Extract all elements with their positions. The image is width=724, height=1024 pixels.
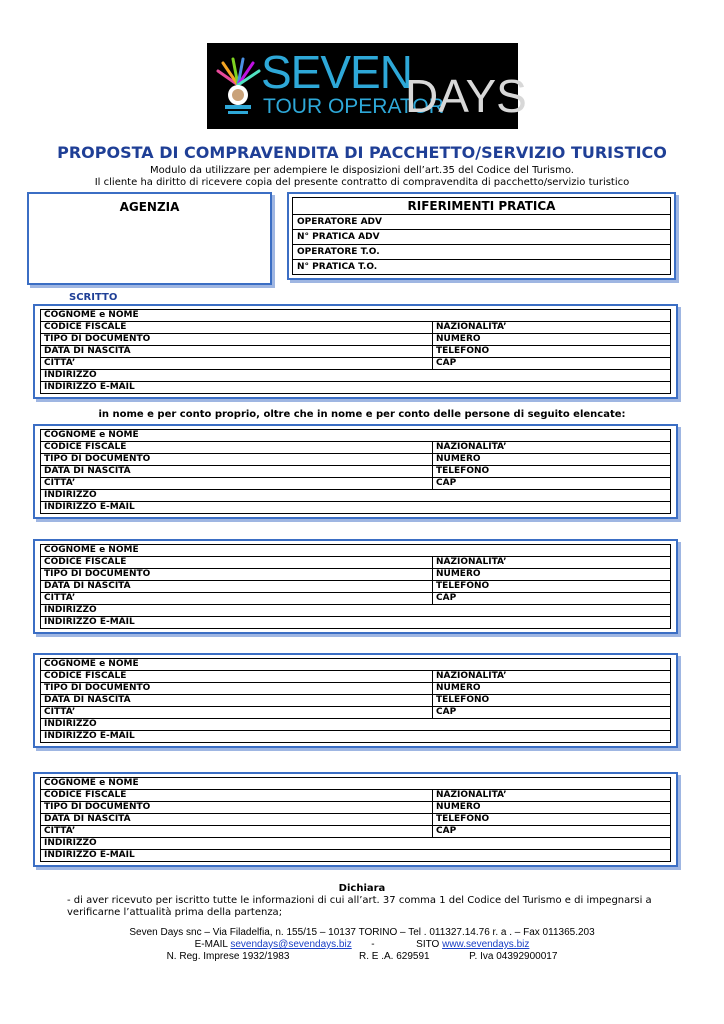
cognome-field[interactable]: COGNOME e NOME xyxy=(41,430,671,442)
dichiara-title: Dichiara xyxy=(338,883,386,894)
tipo-documento-field[interactable]: TIPO DI DOCUMENTO xyxy=(41,683,433,695)
codice-fiscale-field[interactable]: CODICE FISCALE xyxy=(41,671,433,683)
tipo-documento-field[interactable]: TIPO DI DOCUMENTO xyxy=(41,454,433,466)
numero-field[interactable]: NUMERO xyxy=(433,683,671,695)
footer-reg-imprese: N. Reg. Imprese 1932/1983 xyxy=(166,951,290,962)
tipo-documento-field[interactable]: TIPO DI DOCUMENTO xyxy=(41,569,433,581)
tipo-documento-field[interactable]: TIPO DI DOCUMENTO xyxy=(41,802,433,814)
citta-field[interactable]: CITTA’ xyxy=(41,358,433,370)
logo-tour-operator-text: TOUR OPERATOR xyxy=(263,95,444,118)
riferimenti-table xyxy=(292,197,671,275)
data-nascita-field[interactable]: DATA DI NASCITA xyxy=(41,581,433,593)
pratica-to-field[interactable]: N° PRATICA T.O. xyxy=(293,260,671,275)
numero-field[interactable]: NUMERO xyxy=(433,569,671,581)
numero-field[interactable]: NUMERO xyxy=(433,802,671,814)
citta-field[interactable]: CITTA’ xyxy=(41,593,433,605)
footer-email-label: E-MAIL xyxy=(194,939,228,950)
person-block-4 xyxy=(33,653,678,748)
telefono-field[interactable]: TELEFONO xyxy=(433,466,671,478)
tipo-documento-field[interactable]: TIPO DI DOCUMENTO xyxy=(41,334,433,346)
footer-address: Seven Days snc – Via Filadelfia, n. 155/15 – 10137 TORINO – Tel . 011327.14.76 r. a . – Fax 011365.203 xyxy=(129,927,595,938)
indirizzo-field[interactable]: INDIRIZZO xyxy=(41,490,671,502)
footer-rea: R. E .A. 629591 xyxy=(359,951,430,962)
person-block-1 xyxy=(33,304,678,399)
nazionalita-field[interactable]: NAZIONALITA’ xyxy=(433,671,671,683)
cap-field[interactable]: CAP xyxy=(433,593,671,605)
email-field[interactable]: INDIRIZZO E-MAIL xyxy=(41,731,671,743)
person-block-5 xyxy=(33,772,678,867)
numero-field[interactable]: NUMERO xyxy=(433,334,671,346)
nazionalita-field[interactable]: NAZIONALITA’ xyxy=(433,557,671,569)
data-nascita-field[interactable]: DATA DI NASCITA xyxy=(41,695,433,707)
data-nascita-field[interactable]: DATA DI NASCITA xyxy=(41,346,433,358)
palm-emblem-icon xyxy=(213,57,263,117)
page-title: PROPOSTA DI COMPRAVENDITA DI PACCHETTO/SERVIZIO TURISTICO xyxy=(57,143,667,162)
citta-field[interactable]: CITTA’ xyxy=(41,826,433,838)
footer-contacts xyxy=(0,939,724,951)
cognome-field[interactable]: COGNOME e NOME xyxy=(41,545,671,557)
subtitle-line-1: Modulo da utilizzare per adempiere le disposizioni dell’art.35 del Codice del Turismo. xyxy=(150,165,574,176)
cognome-field[interactable]: COGNOME e NOME xyxy=(41,778,671,790)
footer-piva: P. Iva 04392900017 xyxy=(469,951,558,962)
in-nome-text: in nome e per conto proprio, oltre che in nome e per conto delle persone di seguito elencate: xyxy=(98,409,626,420)
logo-days-text: DAYS xyxy=(405,70,527,122)
codice-fiscale-field[interactable]: CODICE FISCALE xyxy=(41,557,433,569)
telefono-field[interactable]: TELEFONO xyxy=(433,346,671,358)
nazionalita-field[interactable]: NAZIONALITA’ xyxy=(433,790,671,802)
citta-field[interactable]: CITTA’ xyxy=(41,707,433,719)
indirizzo-field[interactable]: INDIRIZZO xyxy=(41,605,671,617)
company-logo xyxy=(207,43,527,129)
email-field[interactable]: INDIRIZZO E-MAIL xyxy=(41,382,671,394)
cap-field[interactable]: CAP xyxy=(433,478,671,490)
data-nascita-field[interactable]: DATA DI NASCITA xyxy=(41,466,433,478)
riferimenti-pratica-box xyxy=(287,192,676,280)
footer-registry xyxy=(0,951,724,963)
indirizzo-field[interactable]: INDIRIZZO xyxy=(41,370,671,382)
agenzia-title: AGENZIA xyxy=(119,200,180,214)
cognome-field[interactable]: COGNOME e NOME xyxy=(41,310,671,322)
email-field[interactable]: INDIRIZZO E-MAIL xyxy=(41,502,671,514)
email-field[interactable]: INDIRIZZO E-MAIL xyxy=(41,617,671,629)
codice-fiscale-field[interactable]: CODICE FISCALE xyxy=(41,442,433,454)
pratica-adv-field[interactable]: N° PRATICA ADV xyxy=(293,230,671,245)
indirizzo-field[interactable]: INDIRIZZO xyxy=(41,719,671,731)
indirizzo-field[interactable]: INDIRIZZO xyxy=(41,838,671,850)
operatore-to-field[interactable]: OPERATORE T.O. xyxy=(293,245,671,260)
subtitle-line-2: Il cliente ha diritto di ricevere copia del presente contratto di compravendita di pacchetto/servizio turistico xyxy=(94,177,630,188)
scritto-label: SCRITTO xyxy=(69,292,118,303)
codice-fiscale-field[interactable]: CODICE FISCALE xyxy=(41,790,433,802)
citta-field[interactable]: CITTA’ xyxy=(41,478,433,490)
agenzia-box[interactable] xyxy=(27,192,272,285)
email-field[interactable]: INDIRIZZO E-MAIL xyxy=(41,850,671,862)
footer-sito-link[interactable]: www.sevendays.biz xyxy=(442,939,530,950)
cap-field[interactable]: CAP xyxy=(433,826,671,838)
telefono-field[interactable]: TELEFONO xyxy=(433,581,671,593)
dichiara-text: - di aver ricevuto per iscritto tutte le informazioni di cui all’art. 37 comma 1 del Codice del Turismo e di impegnarsi a verificarne l’attualità prima della partenza; xyxy=(67,895,652,918)
footer-email-link[interactable]: sevendays@sevendays.biz xyxy=(230,939,352,950)
codice-fiscale-field[interactable]: CODICE FISCALE xyxy=(41,322,433,334)
nazionalita-field[interactable]: NAZIONALITA’ xyxy=(433,442,671,454)
footer-sito-label: SITO xyxy=(416,939,440,950)
cap-field[interactable]: CAP xyxy=(433,358,671,370)
telefono-field[interactable]: TELEFONO xyxy=(433,695,671,707)
cap-field[interactable]: CAP xyxy=(433,707,671,719)
telefono-field[interactable]: TELEFONO xyxy=(433,814,671,826)
cognome-field[interactable]: COGNOME e NOME xyxy=(41,659,671,671)
person-block-2 xyxy=(33,424,678,519)
logo-seven-text: SEVEN xyxy=(261,46,412,98)
numero-field[interactable]: NUMERO xyxy=(433,454,671,466)
operatore-adv-field[interactable]: OPERATORE ADV xyxy=(293,215,671,230)
riferimenti-title: RIFERIMENTI PRATICA xyxy=(293,198,671,215)
person-block-3 xyxy=(33,539,678,634)
data-nascita-field[interactable]: DATA DI NASCITA xyxy=(41,814,433,826)
nazionalita-field[interactable]: NAZIONALITA’ xyxy=(433,322,671,334)
footer-dash: - xyxy=(371,939,375,950)
